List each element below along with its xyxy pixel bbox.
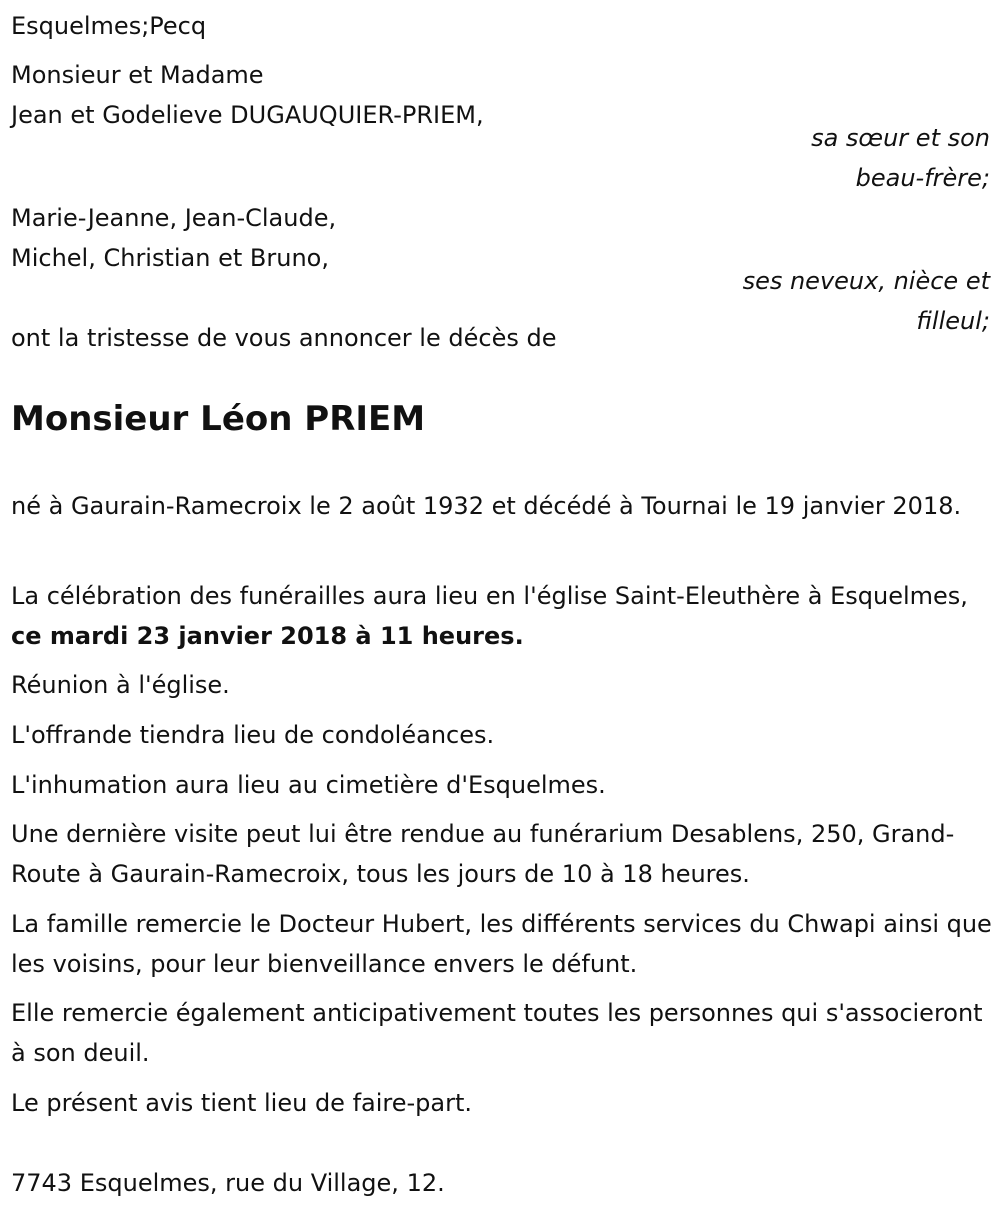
- family-group2-relation-line2: filleul;: [916, 307, 990, 335]
- announcement-line: ont la tristesse de vous annoncer le décès de: [11, 324, 557, 352]
- celebration-date: ce mardi 23 janvier 2018 à 11 heures.: [11, 622, 524, 650]
- family-group2-line2: Michel, Christian et Bruno,: [11, 244, 329, 272]
- thanks-participants-paragraph: Elle remercie également anticipativement toutes les personnes qui s'associeront à son deuil.: [11, 999, 983, 1067]
- family-group2-line1: Marie-Jeanne, Jean-Claude,: [11, 204, 337, 232]
- notice-paragraph: Le présent avis tient lieu de faire-part.: [11, 1089, 473, 1117]
- burial-paragraph: L'inhumation aura lieu au cimetière d'Esquelmes.: [11, 771, 606, 799]
- thanks-paragraph: La famille remercie le Docteur Hubert, les différents services du Chwapi ainsi que les voisins, pour leur bienveillance envers le défunt.: [11, 910, 992, 978]
- celebration-text: La célébration des funérailles aura lieu en l'église Saint-Eleuthère à Esquelmes,: [11, 582, 968, 610]
- offering-paragraph: L'offrande tiendra lieu de condoléances.: [11, 721, 495, 749]
- visit-paragraph: Une dernière visite peut lui être rendue au funérarium Desablens, 250, Grand-Route à Gaurain-Ramecroix, tous les jours de 10 à 18 heures.: [11, 820, 955, 888]
- family-group1-relation-line1: sa sœur et son: [811, 124, 990, 152]
- location-line: Esquelmes;Pecq: [11, 12, 207, 40]
- family-group2-relation-line1: ses neveux, nièce et: [742, 267, 990, 295]
- meeting-paragraph: Réunion à l'église.: [11, 671, 230, 699]
- family-group1-line1: Monsieur et Madame: [11, 61, 264, 89]
- address-line: 7743 Esquelmes, rue du Village, 12.: [11, 1169, 445, 1197]
- deceased-name: Monsieur Léon PRIEM: [11, 399, 426, 439]
- birth-death-paragraph: né à Gaurain-Ramecroix le 2 août 1932 et décédé à Tournai le 19 janvier 2018.: [11, 492, 962, 520]
- family-group1-line2: Jean et Godelieve DUGAUQUIER-PRIEM,: [11, 101, 484, 129]
- celebration-paragraph: [11, 576, 996, 656]
- family-group1-relation-line2: beau-frère;: [855, 164, 990, 192]
